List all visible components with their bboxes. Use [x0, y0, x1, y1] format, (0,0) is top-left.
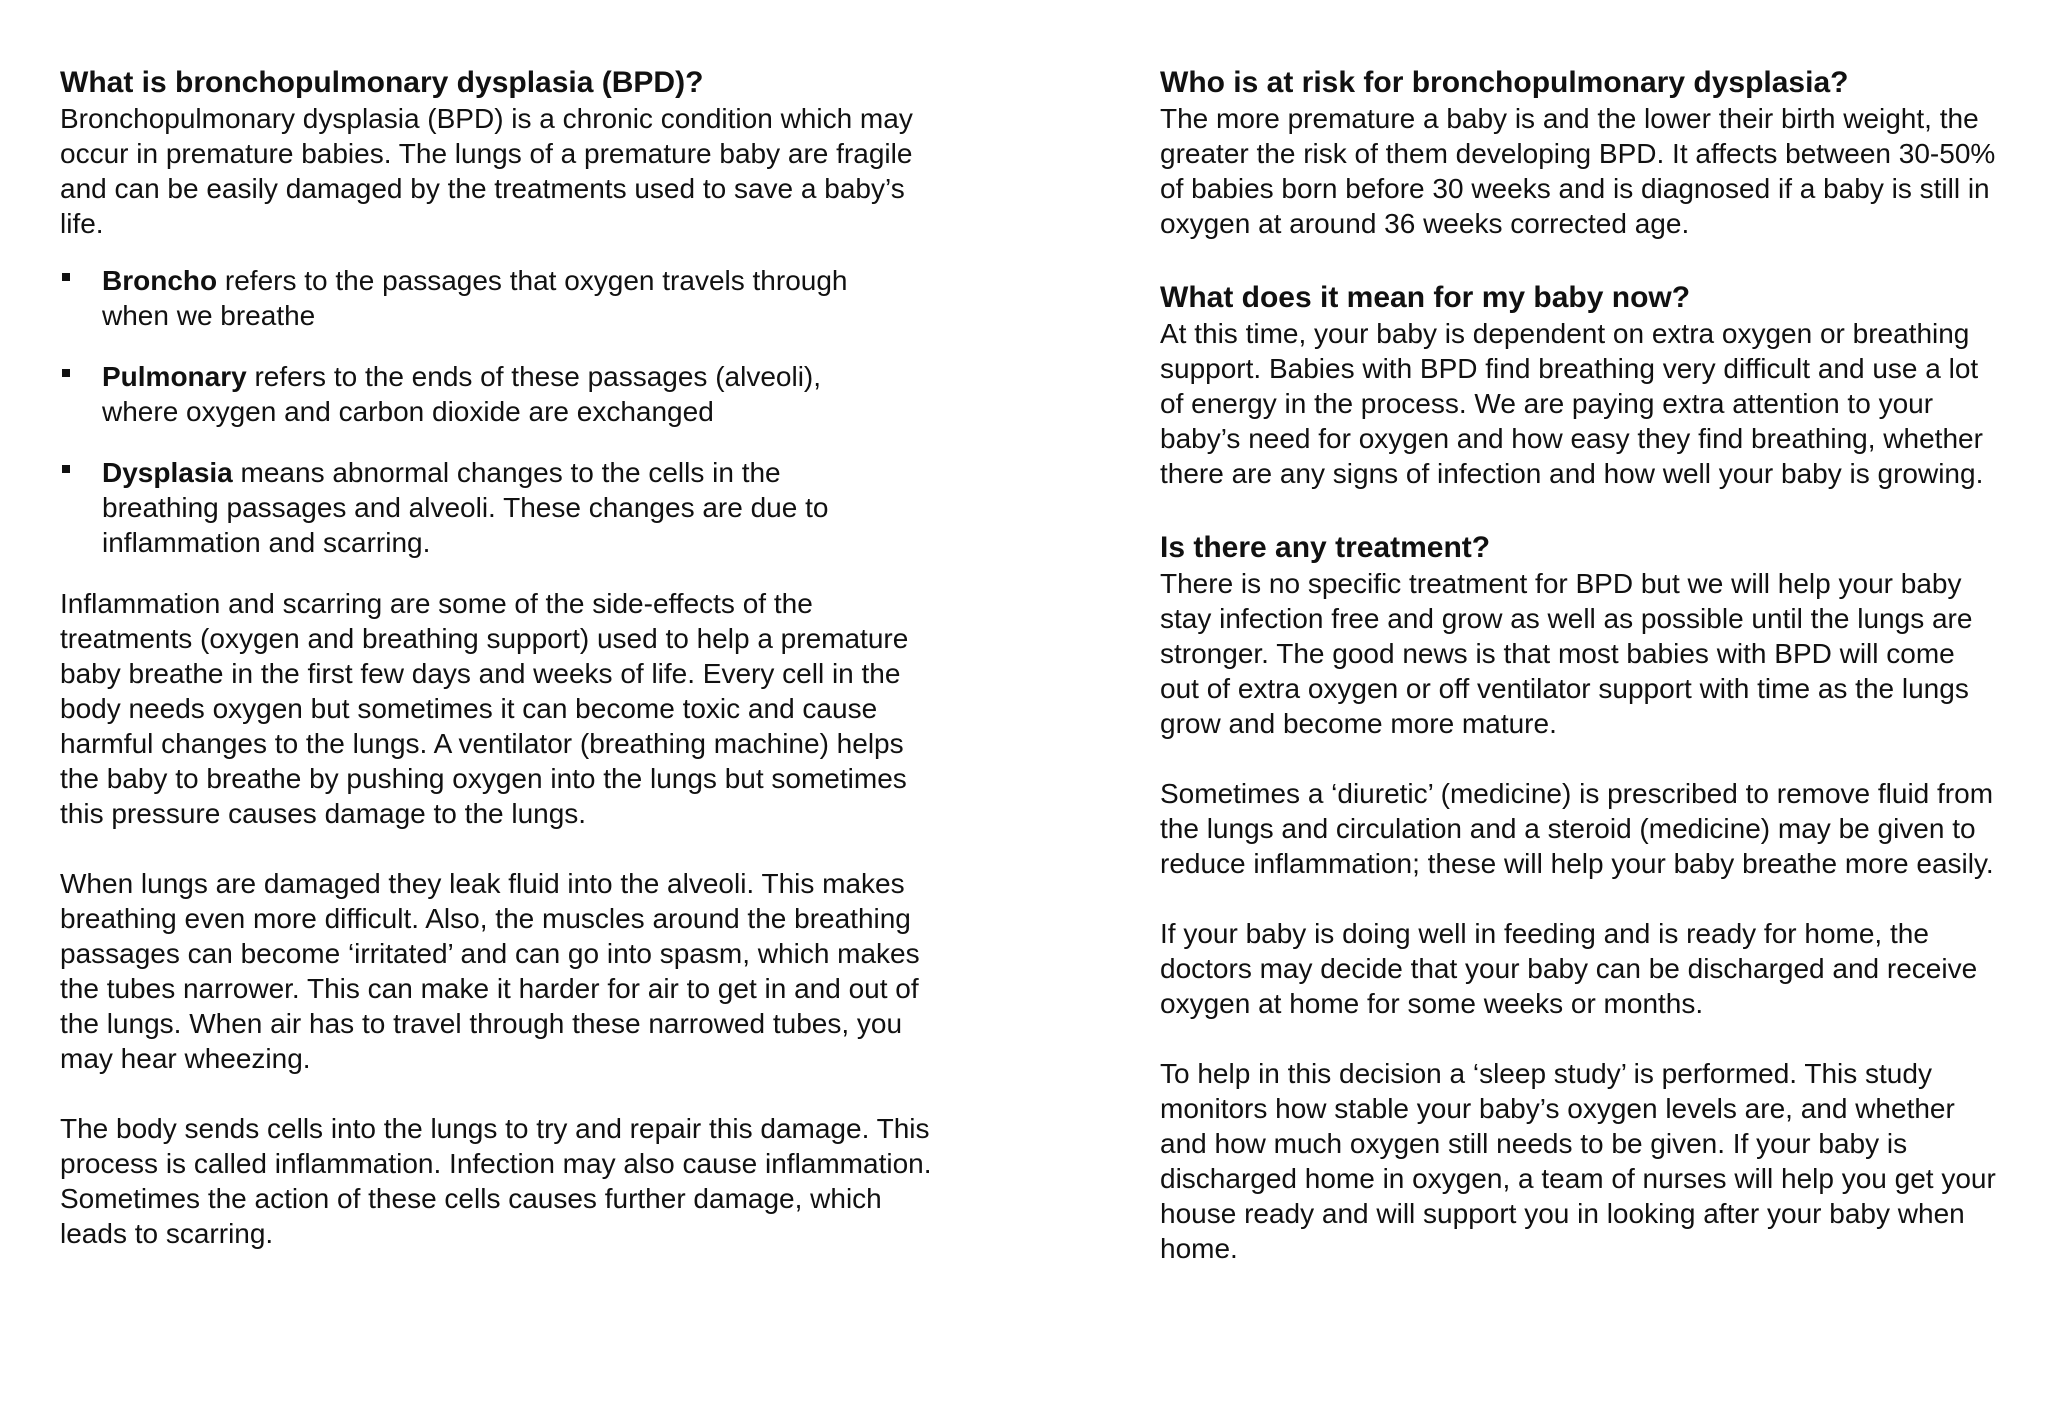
term-list: [60, 263, 940, 560]
list-item-broncho: [60, 263, 862, 333]
inflammation-paragraph: Inflammation and scarring are some of the side-effects of the treatments (oxygen and breathing support) used to help a premature baby breathe in the first few days and weeks of life. Every cell in the body needs oxygen but sometimes it can become toxic and cause harmful changes to the lungs. A ventilator (breathing machine) helps the baby to breathe by pushing oxygen into the lungs but sometimes this pressure causes damage to the lungs.: [60, 588, 909, 829]
square-bullet-icon: [62, 369, 70, 377]
treatment-heading: Is there any treatment?: [1160, 531, 1491, 564]
list-item-pulmonary: [60, 359, 862, 429]
term-dysplasia: Dysplasia: [102, 457, 233, 488]
sleep-study-paragraph: To help in this decision a ‘sleep study’ is performed. This study monitors how stable your baby’s oxygen levels are, and whether and how much oxygen still needs to be given. If your baby is discharged home in oxygen, a team of nurses will help you get your house ready and will support you in looking after your baby when home.: [1160, 1058, 1996, 1264]
list-item-dysplasia: [60, 455, 862, 560]
term-broncho-text: refers to the passages that oxygen travels through when we breathe: [102, 265, 848, 331]
treatment-paragraph: There is no specific treatment for BPD but we will help your baby stay infection free and grow as well as possible until the lungs are stronger. The good news is that most babies with BPD will come out of extra oxygen or off ventilator support with time as the lungs grow and become more mature.: [1160, 568, 1973, 739]
diuretic-paragraph: Sometimes a ‘diuretic’ (medicine) is prescribed to remove fluid from the lungs and circulation and a steroid (medicine) may be given to reduce inflammation; these will help your baby breathe more easily.: [1160, 778, 1994, 879]
term-broncho: Broncho: [102, 265, 218, 296]
term-pulmonary-text: refers to the ends of these passages (alveoli), where oxygen and carbon dioxide are exchanged: [102, 361, 822, 427]
square-bullet-icon: [62, 465, 70, 473]
risk-paragraph: The more premature a baby is and the lower their birth weight, the greater the risk of them developing BPD. It affects between 30-50% of babies born before 30 weeks and is diagnosed if a baby is still in oxygen at around 36 weeks corrected age.: [1160, 103, 1996, 239]
term-pulmonary: Pulmonary: [102, 361, 247, 392]
right-column: [1160, 64, 2000, 1266]
bpd-heading: What is bronchopulmonary dysplasia (BPD)?: [60, 66, 704, 99]
repair-paragraph: The body sends cells into the lungs to try and repair this damage. This process is called inflammation. Infection may also cause inflammation. Sometimes the action of these cells causes further damage, which leads to scarring.: [60, 1113, 932, 1249]
term-dysplasia-text: means abnormal changes to the cells in the breathing passages and alveoli. These changes are due to inflammation and scarring.: [102, 457, 829, 558]
square-bullet-icon: [62, 273, 70, 281]
now-heading: What does it mean for my baby now?: [1160, 281, 1691, 314]
home-paragraph: If your baby is doing well in feeding and is ready for home, the doctors may decide that your baby can be discharged and receive oxygen at home for some weeks or months.: [1160, 918, 1978, 1019]
left-column: [60, 64, 940, 1251]
risk-heading: Who is at risk for bronchopulmonary dysplasia?: [1160, 66, 1849, 99]
now-paragraph: At this time, your baby is dependent on extra oxygen or breathing support. Babies with BPD find breathing very difficult and use a lot of energy in the process. We are paying extra attention to your baby’s need for oxygen and how easy they find breathing, whether there are any signs of infection and how well your baby is growing.: [1160, 318, 1984, 489]
damage-paragraph: When lungs are damaged they leak fluid into the alveoli. This makes breathing even more difficult. Also, the muscles around the breathing passages can become ‘irritated’ and can go into spasm, which makes the tubes narrower. This can make it harder for air to get in and out of the lungs. When air has to travel through these narrowed tubes, you may hear wheezing.: [60, 868, 920, 1074]
bpd-intro: Bronchopulmonary dysplasia (BPD) is a chronic condition which may occur in premature babies. The lungs of a premature baby are fragile and can be easily damaged by the treatments used to save a baby’s life.: [60, 103, 913, 239]
